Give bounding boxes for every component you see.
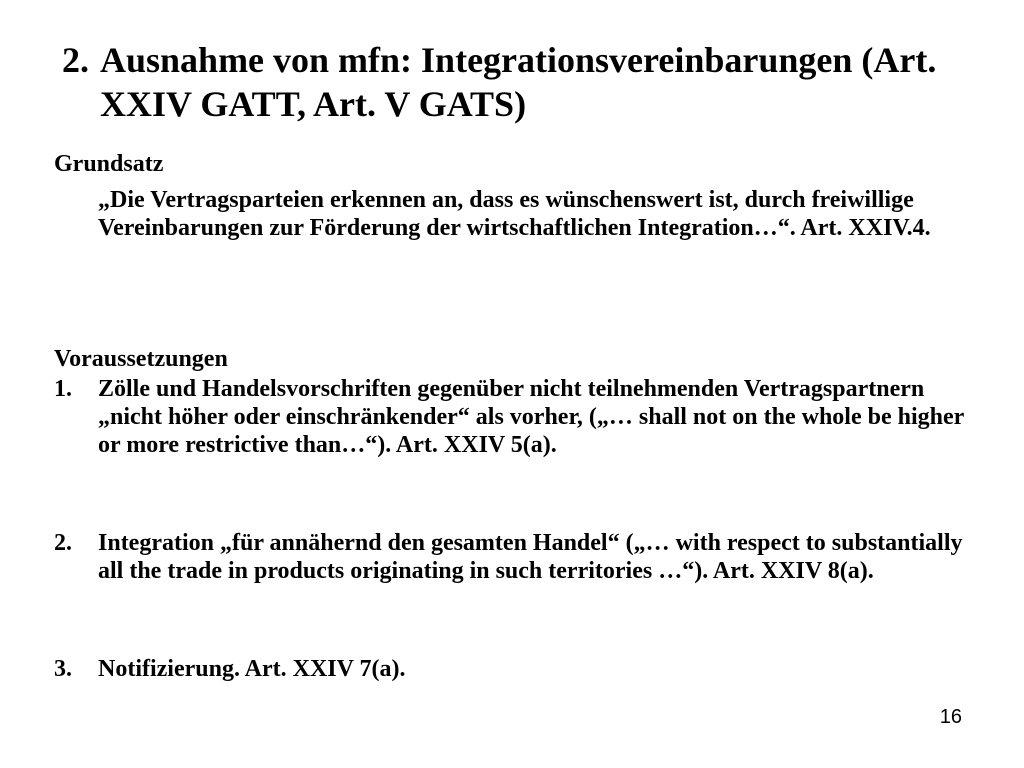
slide-title	[62, 38, 982, 126]
condition-number: 1.	[54, 376, 72, 402]
principle-heading: Grundsatz	[54, 151, 164, 177]
condition-item-1	[54, 375, 974, 459]
principle-quote: „Die Vertragsparteien erkennen an, dass es wünschenswert ist, durch freiwillige Vereinbarungen zur Förderung der wirtschaftlichen Integration…“. Art. XXIV.4.	[98, 187, 931, 241]
condition-text: Notifizierung. Art. XXIV 7(a).	[98, 656, 406, 682]
page-number: 16	[939, 706, 962, 728]
conditions-heading: Voraussetzungen	[54, 346, 228, 372]
slide-title-text: Ausnahme von mfn: Integrationsvereinbarungen (Art. XXIV GATT, Art. V GATS)	[100, 40, 937, 124]
condition-text: Zölle und Handelsvorschriften gegenüber nicht teilnehmenden Vertragspartnern „nicht höher oder einschränkender“ als vorher, („… shall not on the whole be higher or more restrictive than…“). Art. XXIV 5(a).	[98, 376, 964, 458]
condition-text: Integration „für annähernd den gesamten Handel“ („… with respect to substantially all the trade in products originating in such territories …“). Art. XXIV 8(a).	[98, 530, 963, 584]
condition-number: 3.	[54, 656, 72, 682]
slide-title-number: 2.	[62, 40, 89, 80]
condition-item-2	[54, 529, 974, 585]
condition-item-3	[54, 655, 974, 683]
condition-number: 2.	[54, 530, 72, 556]
